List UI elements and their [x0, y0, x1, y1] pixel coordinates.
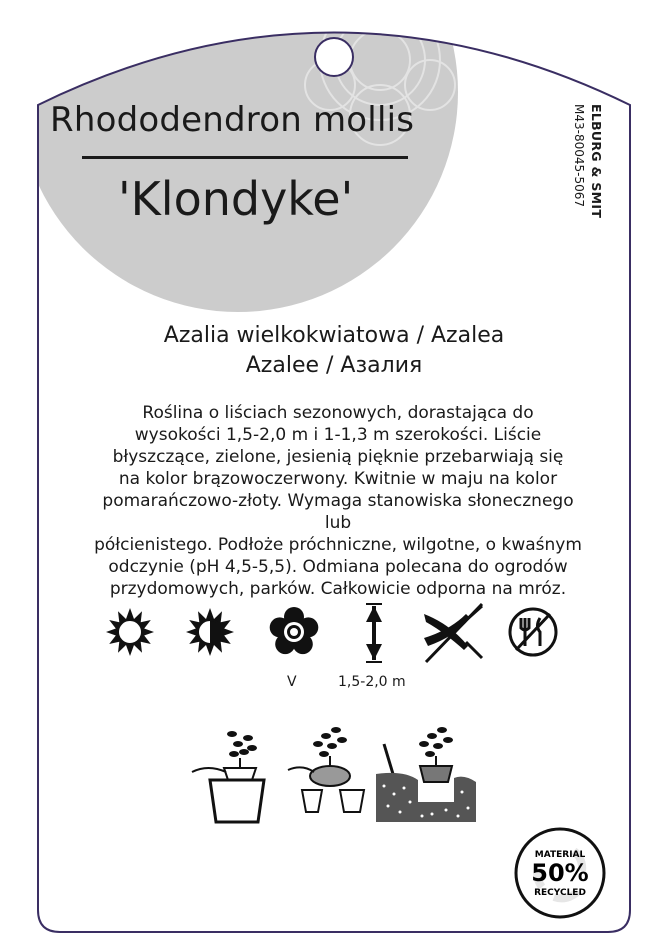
description-line: wysokości 1,5-2,0 m i 1-1,3 m szerokości. Liście — [134, 425, 542, 445]
description-line: półcienistego. Podłoże próchniczne, wilgotne, o kwaśnym — [94, 535, 582, 555]
description-line: pomarańczowo-złoty. Wymaga stanowiska słonecznego lub — [102, 491, 574, 533]
badge-bottom-text: RECYCLED — [534, 888, 586, 898]
plant-in-ground-icon — [374, 722, 478, 826]
description-line: Roślina o liściach sezonowych, dorastająca do — [142, 403, 534, 423]
botanical-name: Rhododendron mollis — [50, 100, 415, 140]
hang-hole — [314, 37, 354, 77]
remove-pot-icon — [284, 722, 374, 822]
not-edible-icon — [506, 600, 560, 664]
description-line: błyszczące, zielone, jesienią pięknie przebarwiają się — [112, 447, 564, 467]
soak-pot-icon — [188, 724, 270, 824]
common-names-line2: Azalee / Азалия — [245, 353, 423, 378]
common-names-line1: Azalia wielkokwiatowa / Azalea — [163, 323, 505, 348]
no-pruning-icon — [420, 600, 486, 666]
height-value: 1,5-2,0 m — [338, 674, 406, 690]
recycled-badge — [514, 827, 606, 919]
badge-top-text: MATERIAL — [534, 850, 586, 860]
description-line: na kolor brązowoczerwony. Kwitnie w maju na kolor — [118, 469, 558, 489]
half-shade-icon — [186, 600, 234, 664]
description — [88, 402, 588, 600]
brand-name: ELBURG & SMIT — [589, 104, 604, 219]
flowering-month: V — [287, 674, 297, 690]
description-line: odczynie (pH 4,5-5,5). Odmiana polecana do ogrodów — [108, 557, 568, 577]
description-line: przydomowych, parków. Całkowicie odporna na mróz. — [109, 579, 567, 599]
badge-percent: 50% — [531, 859, 589, 887]
sun-icon — [106, 600, 154, 664]
height-arrow-icon — [360, 600, 388, 670]
title-divider — [82, 156, 408, 159]
cultivar-name: 'Klondyke' — [118, 172, 354, 226]
care-icons-row — [0, 600, 668, 670]
flower-icon — [266, 600, 322, 664]
product-code: M43-80045-5067 — [572, 104, 586, 207]
